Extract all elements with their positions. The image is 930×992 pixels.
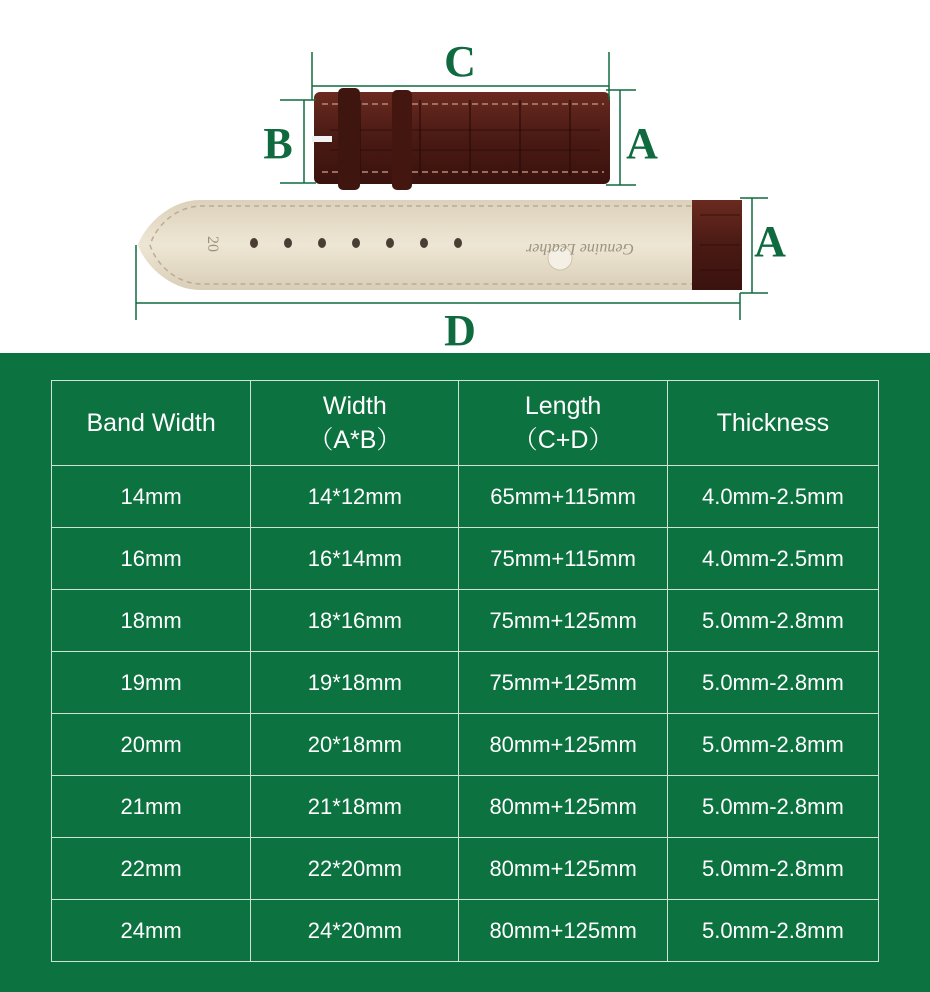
cell-width: 18*16mm: [251, 590, 459, 652]
table-row: [52, 652, 879, 714]
cell-length: 80mm+125mm: [459, 776, 667, 838]
table-row: [52, 776, 879, 838]
cell-length: 80mm+125mm: [459, 838, 667, 900]
dimension-label-b: B: [263, 119, 293, 168]
cell-thickness: 5.0mm-2.8mm: [667, 776, 878, 838]
cell-band-width: 16mm: [52, 528, 251, 590]
cell-length: 65mm+115mm: [459, 466, 667, 528]
table-row: [52, 714, 879, 776]
strap-leather-imprint: Genuine Leather: [526, 240, 634, 257]
cell-width: 16*14mm: [251, 528, 459, 590]
table-row: [52, 590, 879, 652]
header-band-width: Band Width: [52, 381, 251, 466]
cell-band-width: 24mm: [52, 900, 251, 962]
cell-length: 75mm+125mm: [459, 590, 667, 652]
dimension-label-a-bottom: A: [754, 217, 786, 266]
table-row: [52, 528, 879, 590]
table-row: [52, 900, 879, 962]
cell-length: 75mm+115mm: [459, 528, 667, 590]
size-chart-table: [51, 380, 879, 962]
cell-thickness: 5.0mm-2.8mm: [667, 714, 878, 776]
cell-band-width: 14mm: [52, 466, 251, 528]
cell-thickness: 4.0mm-2.5mm: [667, 466, 878, 528]
cell-thickness: 5.0mm-2.8mm: [667, 652, 878, 714]
strap-dimension-diagram: [0, 0, 930, 353]
strap-size-imprint: 20: [204, 236, 221, 252]
header-length: Length （C+D）: [459, 381, 667, 466]
cell-thickness: 4.0mm-2.5mm: [667, 528, 878, 590]
dimension-label-a-top: A: [626, 119, 658, 168]
long-strap-piece: [138, 200, 742, 290]
cell-band-width: 20mm: [52, 714, 251, 776]
cell-thickness: 5.0mm-2.8mm: [667, 900, 878, 962]
header-width: Width （A*B）: [251, 381, 459, 466]
cell-band-width: 22mm: [52, 838, 251, 900]
cell-band-width: 19mm: [52, 652, 251, 714]
cell-width: 19*18mm: [251, 652, 459, 714]
cell-width: 14*12mm: [251, 466, 459, 528]
dimension-label-c: C: [444, 37, 476, 86]
cell-width: 22*20mm: [251, 838, 459, 900]
table-header-row: [52, 381, 879, 466]
header-thickness: Thickness: [667, 381, 878, 466]
cell-length: 75mm+125mm: [459, 652, 667, 714]
size-table-section: [0, 353, 930, 992]
cell-width: 20*18mm: [251, 714, 459, 776]
cell-band-width: 21mm: [52, 776, 251, 838]
cell-length: 80mm+125mm: [459, 714, 667, 776]
strap-diagram-svg: [0, 0, 930, 353]
cell-thickness: 5.0mm-2.8mm: [667, 590, 878, 652]
table-row: [52, 466, 879, 528]
cell-width: 21*18mm: [251, 776, 459, 838]
cell-band-width: 18mm: [52, 590, 251, 652]
cell-length: 80mm+125mm: [459, 900, 667, 962]
buckle-strap-piece: [312, 88, 610, 190]
table-row: [52, 838, 879, 900]
dimension-label-d: D: [444, 306, 476, 353]
cell-thickness: 5.0mm-2.8mm: [667, 838, 878, 900]
cell-width: 24*20mm: [251, 900, 459, 962]
